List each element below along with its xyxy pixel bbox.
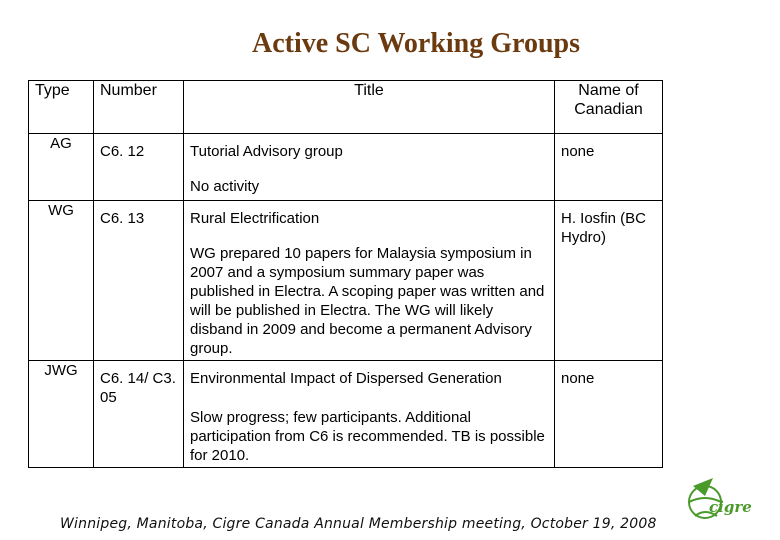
header-canadian: Name of Canadian [555,81,663,134]
row-title: Rural Electrification [190,210,320,227]
header-title: Title [184,81,555,134]
table-row [29,361,663,468]
table-header-row [29,81,663,134]
header-number: Number [94,81,184,134]
table-row [29,201,663,361]
row-number: C6. 13 [94,201,184,361]
svg-text:cigre: cigre [709,498,752,516]
row-note: WG prepared 10 papers for Malaysia symposium in 2007 and a symposium summary paper was published in Electra. A scoping paper was written and will be published in Electra. The WG will likely disband in 2009 and become a permanent Advisory group. [190,245,545,357]
table-row [29,134,663,201]
row-title: Tutorial Advisory group [190,143,343,160]
row-title-cell [184,361,555,468]
row-type: WG [29,201,94,361]
row-note: No activity [190,178,260,195]
header-type: Type [29,81,94,134]
footer-text: Winnipeg, Manitoba, Cigre Canada Annual Membership meeting, October 19, 2008 [60,516,657,532]
row-title-cell [184,201,555,361]
row-canadian: none [555,134,663,201]
row-note: Slow progress; few participants. Additional participation from C6 is recommended. TB is possible for 2010. [190,409,545,464]
page-title: Active SC Working Groups [251,28,580,59]
row-number: C6. 14/ C3. 05 [94,361,184,468]
working-groups-table [28,80,663,468]
row-title-cell [184,134,555,201]
row-title: Environmental Impact of Dispersed Generation [190,370,502,387]
cigre-logo-icon [683,472,763,528]
row-canadian: H. Iosfin (BC Hydro) [555,201,663,361]
row-number: C6. 12 [94,134,184,201]
row-type: JWG [29,361,94,468]
row-canadian: none [555,361,663,468]
row-type: AG [29,134,94,201]
